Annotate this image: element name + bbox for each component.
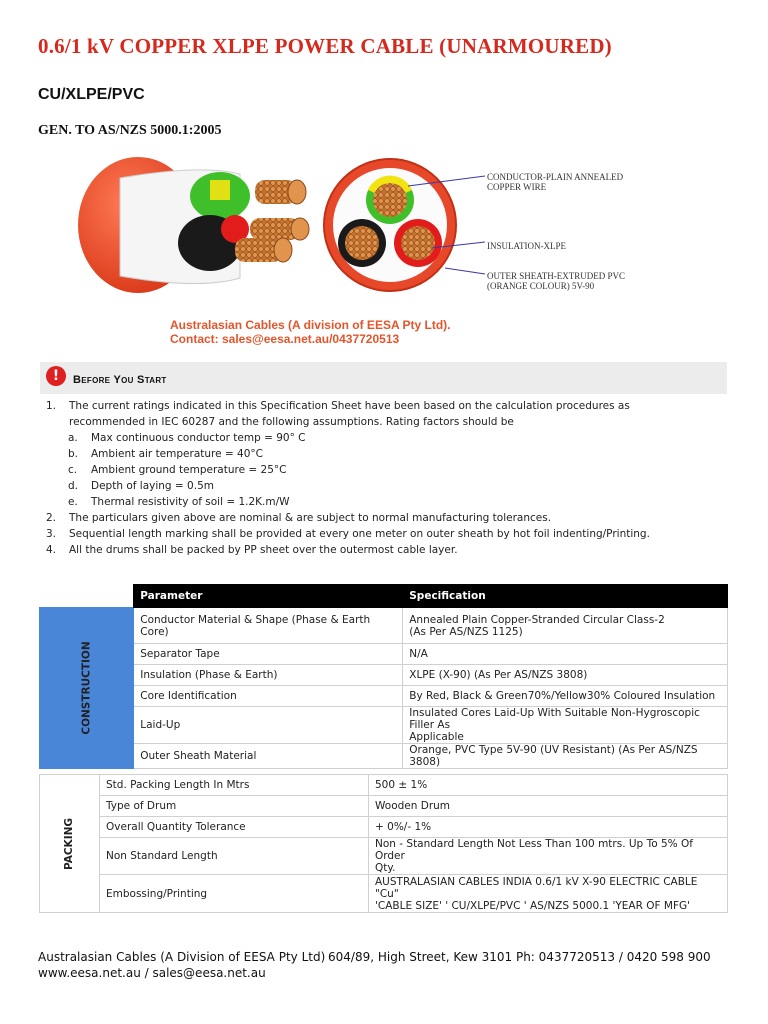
column-header-parameter: Parameter [134,585,403,608]
construction-table [39,584,728,769]
section-title: Before You Start [73,374,167,386]
note-2: 2. The particulars given above are nominal & are subject to normal manufacturing tolerances. [46,512,552,524]
company-banner: Australasian Cables (A division of EESA Pty Ltd). Contact: sales@eesa.net.au/0437720513 [170,318,451,346]
table-row: Type of Drum Wooden Drum [40,796,728,817]
note-1b: b. Ambient air temperature = 40°C [68,448,263,460]
note-1c: c. Ambient ground temperature = 25°C [68,464,287,476]
construction-section-label: CONSTRUCTION [40,608,134,769]
packing-table [39,774,728,913]
notes-list [46,398,726,558]
table-row: Separator Tape N/A [40,644,728,665]
note-1d: d. Depth of laying = 0.5m [68,480,214,492]
table-row: CONSTRUCTION Conductor Material & Shape (Phase & Earth Core) Annealed Plain Copper-Stranded Circular Class-2 (As Per AS/NZS 1125) [40,608,728,644]
table-row: Insulation (Phase & Earth) XLPE (X-90) (As Per AS/NZS 3808) [40,665,728,686]
page-footer [38,949,711,981]
cable-cross-section [324,159,456,291]
footer-address: 604/89, High Street, Kew 3101 Ph: 0437720513 / 0420 598 900 [328,950,711,964]
cable-code: CU/XLPE/PVC [38,86,145,103]
page-title: 0.6/1 kV COPPER XLPE POWER CABLE (UNARMOURED) [38,34,612,58]
column-header-specification: Specification [403,585,728,608]
footer-company: Australasian Cables (A Division of EESA Pty Ltd) [38,950,326,964]
table-row: Laid-Up Insulated Cores Laid-Up With Suitable Non-Hygroscopic Filler As Applicable [40,707,728,744]
callout-sheath: OUTER SHEATH-EXTRUDED PVC (ORANGE COLOUR) 5V-90 [487,271,625,291]
table-row: Overall Quantity Tolerance + 0%/- 1% [40,817,728,838]
note-1a: a. Max continuous conductor temp = 90° C [68,432,306,444]
before-you-start-header [40,362,727,394]
note-4: 4. All the drums shall be packed by PP sheet over the outermost cable layer. [46,544,458,556]
table-row: PACKING Std. Packing Length In Mtrs 500 ± 1% [40,775,728,796]
note-1: 1. The current ratings indicated in this Specification Sheet have been based on the calculation procedures as recommended in IEC 60287 and the following assumptions. Rating factors should be [46,400,630,428]
callout-conductor: CONDUCTOR-PLAIN ANNEALED COPPER WIRE [487,172,624,192]
callout-insulation: INSULATION-XLPE [487,241,566,251]
table-row: Outer Sheath Material Orange, PVC Type 5V-90 (UV Resistant) (As Per AS/NZS 3808) [40,744,728,769]
table-row: Core Identification By Red, Black & Green70%/Yellow30% Coloured Insulation [40,686,728,707]
cable-side-view [78,157,309,293]
table-header-row [40,585,728,608]
note-1e: e. Thermal resistivity of soil = 1.2K.m/W [68,496,290,508]
table-row: Non Standard Length Non - Standard Length Not Less Than 100 mtrs. Up To 5% Of Order Qty. [40,838,728,875]
table-row: Embossing/Printing AUSTRALASIAN CABLES INDIA 0.6/1 kV X-90 ELECTRIC CABLE "Cu" 'CABLE SIZE' ' CU/XLPE/PVC ' AS/NZS 5000.1 'YEAR OF MFG' [40,875,728,913]
standard-reference: GEN. TO AS/NZS 5000.1:2005 [38,123,222,138]
exclamation-icon: ! [46,366,66,386]
note-3: 3. Sequential length marking shall be provided at every one meter on outer sheath by hot foil indenting/Printing. [46,528,650,540]
footer-web[interactable]: www.eesa.net.au / sales@eesa.net.au [38,966,266,980]
packing-section-label: PACKING [40,775,100,913]
